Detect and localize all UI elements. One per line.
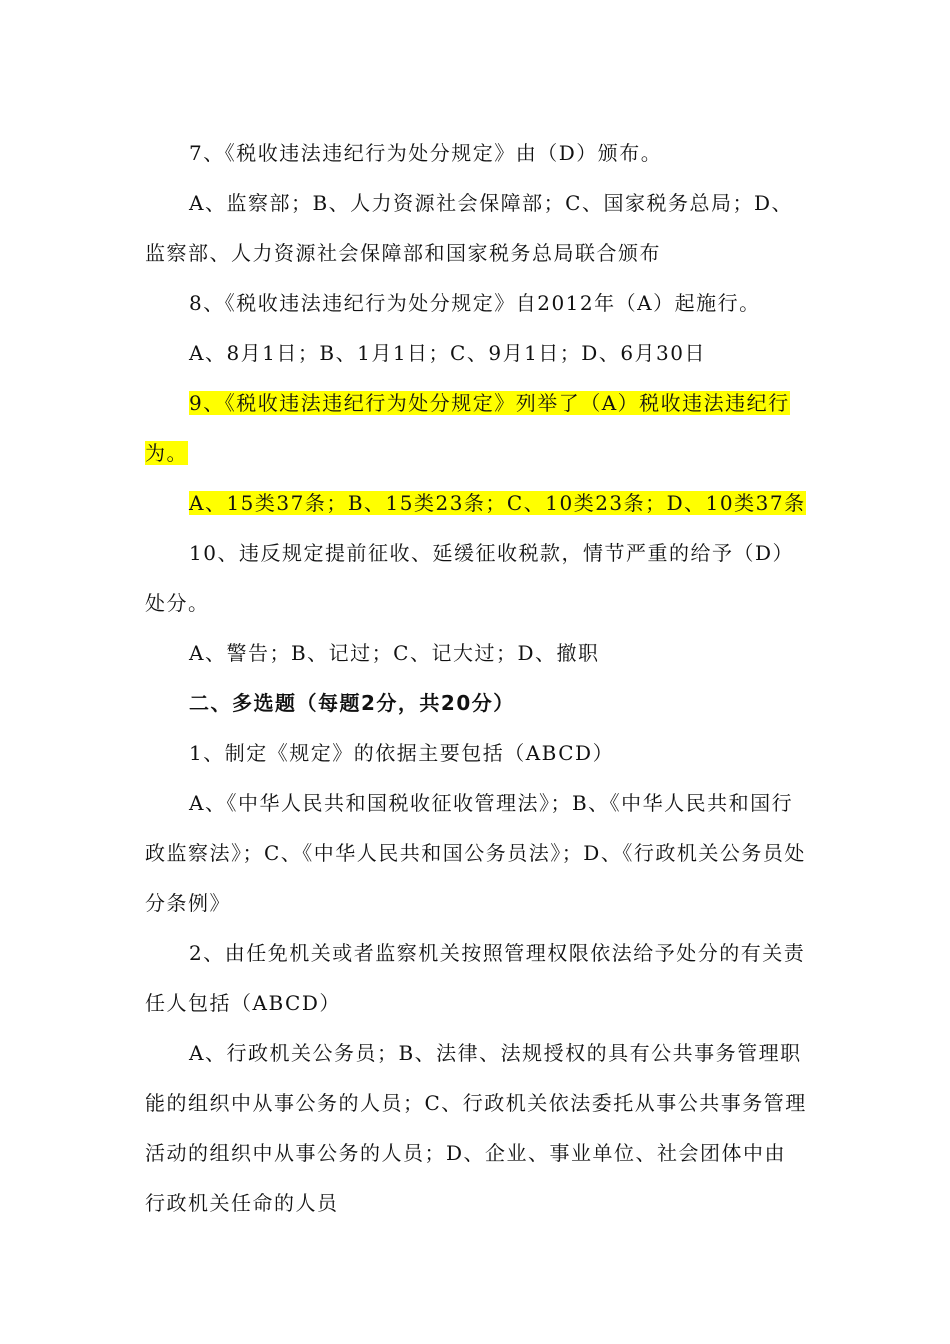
question-9	[145, 378, 807, 478]
section-heading-text: 二、多选题（每题2分，共20分）	[189, 691, 515, 715]
question-10-options-text: A、警告；B、记过；C、记大过；D、撤职	[189, 641, 600, 665]
multi-question-1-options-text: A、《中华人民共和国税收征收管理法》；B、《中华人民共和国行政监察法》；C、《中华人民共和国公务员法》；D、《行政机关公务员处分条例》	[145, 791, 806, 915]
question-10-text: 10、违反规定提前征收、延缓征收税款，情节严重的给予（D）处分。	[145, 541, 794, 615]
question-7-options	[145, 178, 807, 278]
question-8-options	[145, 328, 807, 378]
multi-question-2-text: 2、由任免机关或者监察机关按照管理权限依法给予处分的有关责任人包括（ABCD）	[145, 941, 806, 1015]
question-8-options-text: A、8月1日；B、1月1日；C、9月1日；D、6月30日	[189, 341, 706, 365]
question-7	[145, 128, 807, 178]
section-heading-multiple-choice	[145, 678, 807, 728]
question-9-text: 9、《税收违法违纪行为处分规定》列举了（A）税收违法违纪行为。	[145, 391, 790, 465]
question-9-options-text: A、15类37条；B、15类23条；C、10类23条；D、10类37条	[189, 491, 806, 515]
multi-question-1-text: 1、制定《规定》的依据主要包括（ABCD）	[189, 741, 615, 765]
question-10	[145, 528, 807, 628]
question-7-text: 7、《税收违法违纪行为处分规定》由（D）颁布。	[189, 141, 663, 165]
multi-question-1	[145, 728, 807, 778]
document-body	[145, 128, 807, 1228]
question-8	[145, 278, 807, 328]
question-9-options	[145, 478, 807, 528]
multi-question-2-options	[145, 1028, 807, 1228]
question-7-options-text: A、监察部；B、人力资源社会保障部；C、国家税务总局；D、监察部、人力资源社会保障部和国家税务总局联合颁布	[145, 191, 793, 265]
question-8-text: 8、《税收违法违纪行为处分规定》自2012年（A）起施行。	[189, 291, 761, 315]
multi-question-1-options	[145, 778, 807, 928]
multi-question-2	[145, 928, 807, 1028]
multi-question-2-options-text: A、行政机关公务员；B、法律、法规授权的具有公共事务管理职能的组织中从事公务的人员；C、行政机关依法委托从事公共事务管理活动的组织中从事公务的人员；D、企业、事业单位、社会团体中由行政机关任命的人员	[145, 1041, 807, 1215]
question-10-options	[145, 628, 807, 678]
